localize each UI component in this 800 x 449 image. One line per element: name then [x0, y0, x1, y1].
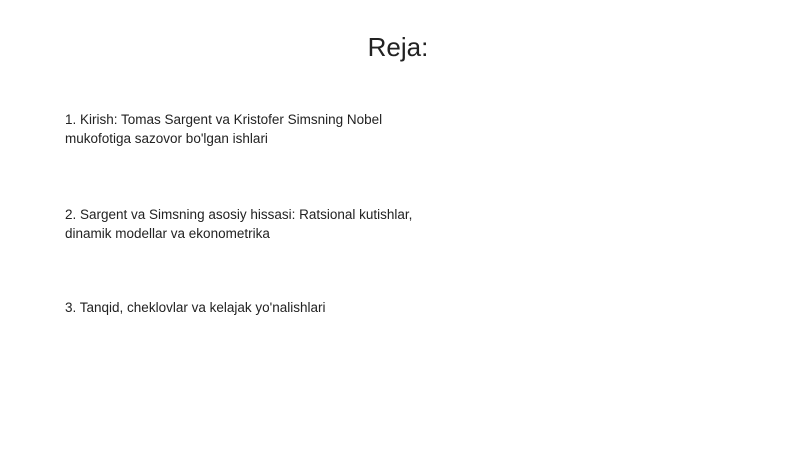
plan-item-intro: 1. Kirish: Tomas Sargent va Kristofer Simsning Nobel mukofotiga sazovor bo'lgan ishlari — [65, 112, 383, 146]
slide-title: Reja: — [367, 32, 429, 62]
plan-item-contributions: 2. Sargent va Simsning asosiy hissasi: Ratsional kutishlar, dinamik modellar va ekonometrika — [65, 207, 413, 241]
plan-item-critique: 3. Tanqid, cheklovlar va kelajak yo'nalishlari — [65, 300, 326, 315]
